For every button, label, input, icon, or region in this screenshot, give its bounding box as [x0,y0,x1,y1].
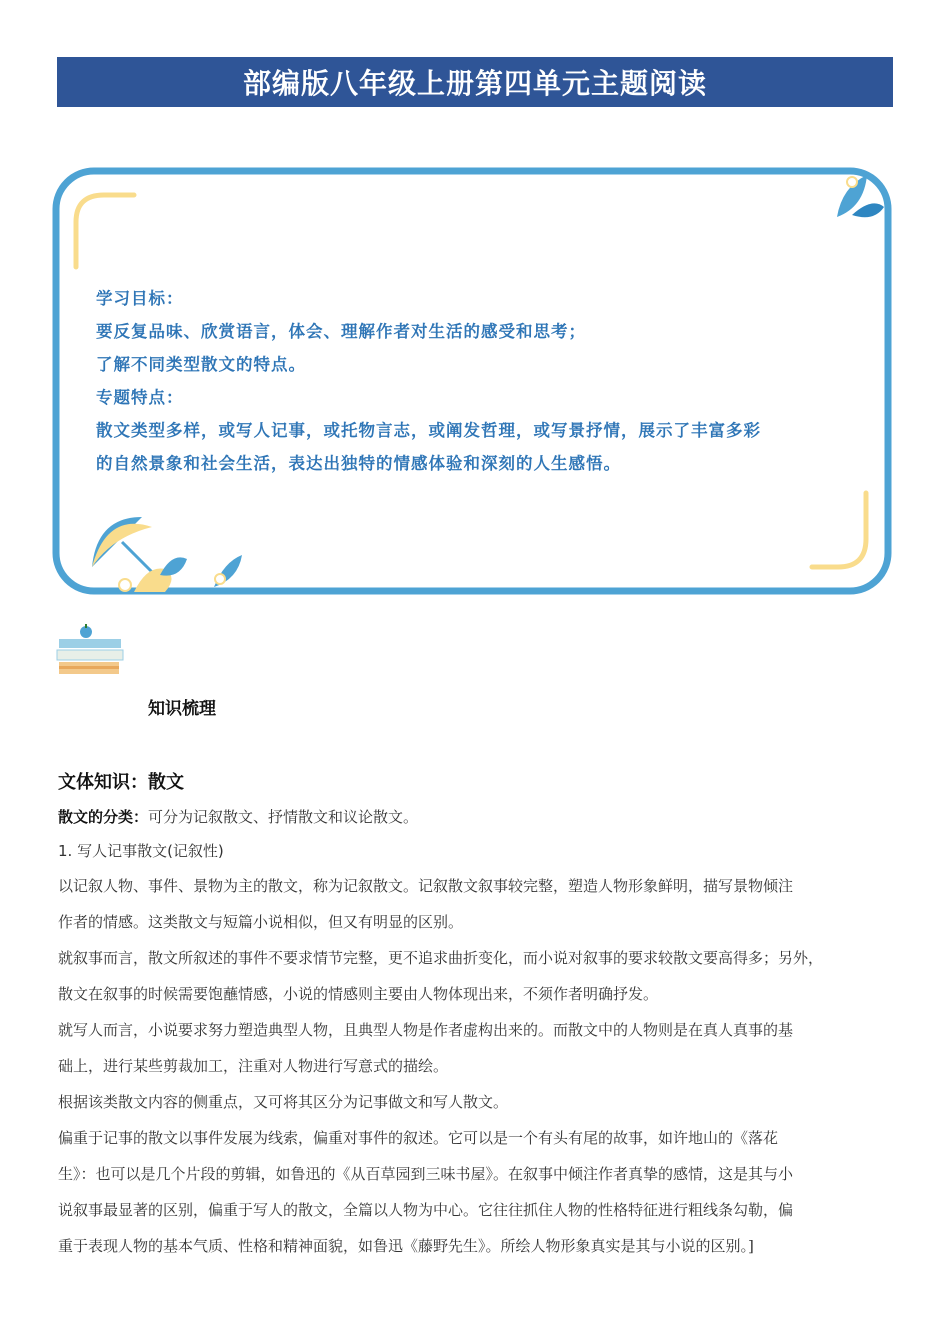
paragraph-line: 重于表现人物的基本气质、性格和精神面貌，如鲁迅《藤野先生》。所绘人物形象真实是其与小说的区别。] [58,1237,754,1255]
paragraph-line: 作者的情感。这类散文与短篇小说相似，但又有明显的区别。 [58,913,464,931]
objectives-text [96,282,856,480]
features-heading: 专题特点： [96,388,184,407]
paragraph-line: 说叙事最显著的区别，偏重于写人的散文，全篇以人物为中心。它往往抓住人物的性格特征进行粗线条勾勒，偏 [58,1201,794,1219]
main-content [58,766,908,1264]
classification-line [58,800,908,834]
feature-line: 的自然景象和社会生活，表达出独特的情感体验和深刻的人生感悟。 [96,454,621,473]
paragraph-line: 就写人而言，小说要求努力塑造典型人物，且典型人物是作者虚构出来的。而散文中的人物则是在真人真事的基 [58,1021,794,1039]
objective-line: 要反复品味、欣赏语言，体会、理解作者对生活的感受和思考； [96,322,586,341]
books-icon [55,622,127,682]
title-banner [57,57,893,107]
objectives-heading: 学习目标： [96,289,184,308]
classification-text: 可分为记叙散文、抒情散文和议论散文。 [148,808,419,826]
objective-line: 了解不同类型散文的特点。 [96,355,306,374]
paragraph-line: 生》：也可以是几个片段的剪辑，如鲁迅的《从百草园到三味书屋》。在叙事中倾注作者真挚的感情，这是其与小 [58,1165,794,1183]
subheading: 1. 写人记事散文(记叙性) [58,842,224,860]
feature-line: 散文类型多样，或写人记事，或托物言志，或阐发哲理，或写景抒情，展示了丰富多彩 [96,421,761,440]
paragraph-line: 以记叙人物、事件、景物为主的散文，称为记叙散文。记叙散文叙事较完整，塑造人物形象鲜明，描写景物倾注 [58,877,794,895]
paragraph-line: 根据该类散文内容的侧重点，又可将其区分为记事做文和写人散文。 [58,1093,509,1111]
genre-heading: 文体知识：散文 [58,772,184,793]
paragraph-line: 散文在叙事的时候需要饱蘸情感，小说的情感则主要由人物体现出来，不须作者明确抒发。 [58,985,659,1003]
section-heading: 知识梳理 [148,699,216,719]
classification-label: 散文的分类： [58,808,149,826]
page-title: 部编版八年级上册第四单元主题阅读 [242,67,707,100]
paragraph-line: 础上，进行某些剪裁加工，注重对人物进行写意式的描绘。 [58,1057,449,1075]
umbrella-icon [92,517,242,592]
paragraph-line: 就叙事而言，散文所叙述的事件不要求情节完整，更不追求曲折变化，而小说对叙事的要求较散文要高得多；另外， [58,949,824,967]
paragraph-line: 偏重于记事的散文以事件发展为线索，偏重对事件的叙述。它可以是一个有头有尾的故事，如许地山的《落花 [58,1129,779,1147]
